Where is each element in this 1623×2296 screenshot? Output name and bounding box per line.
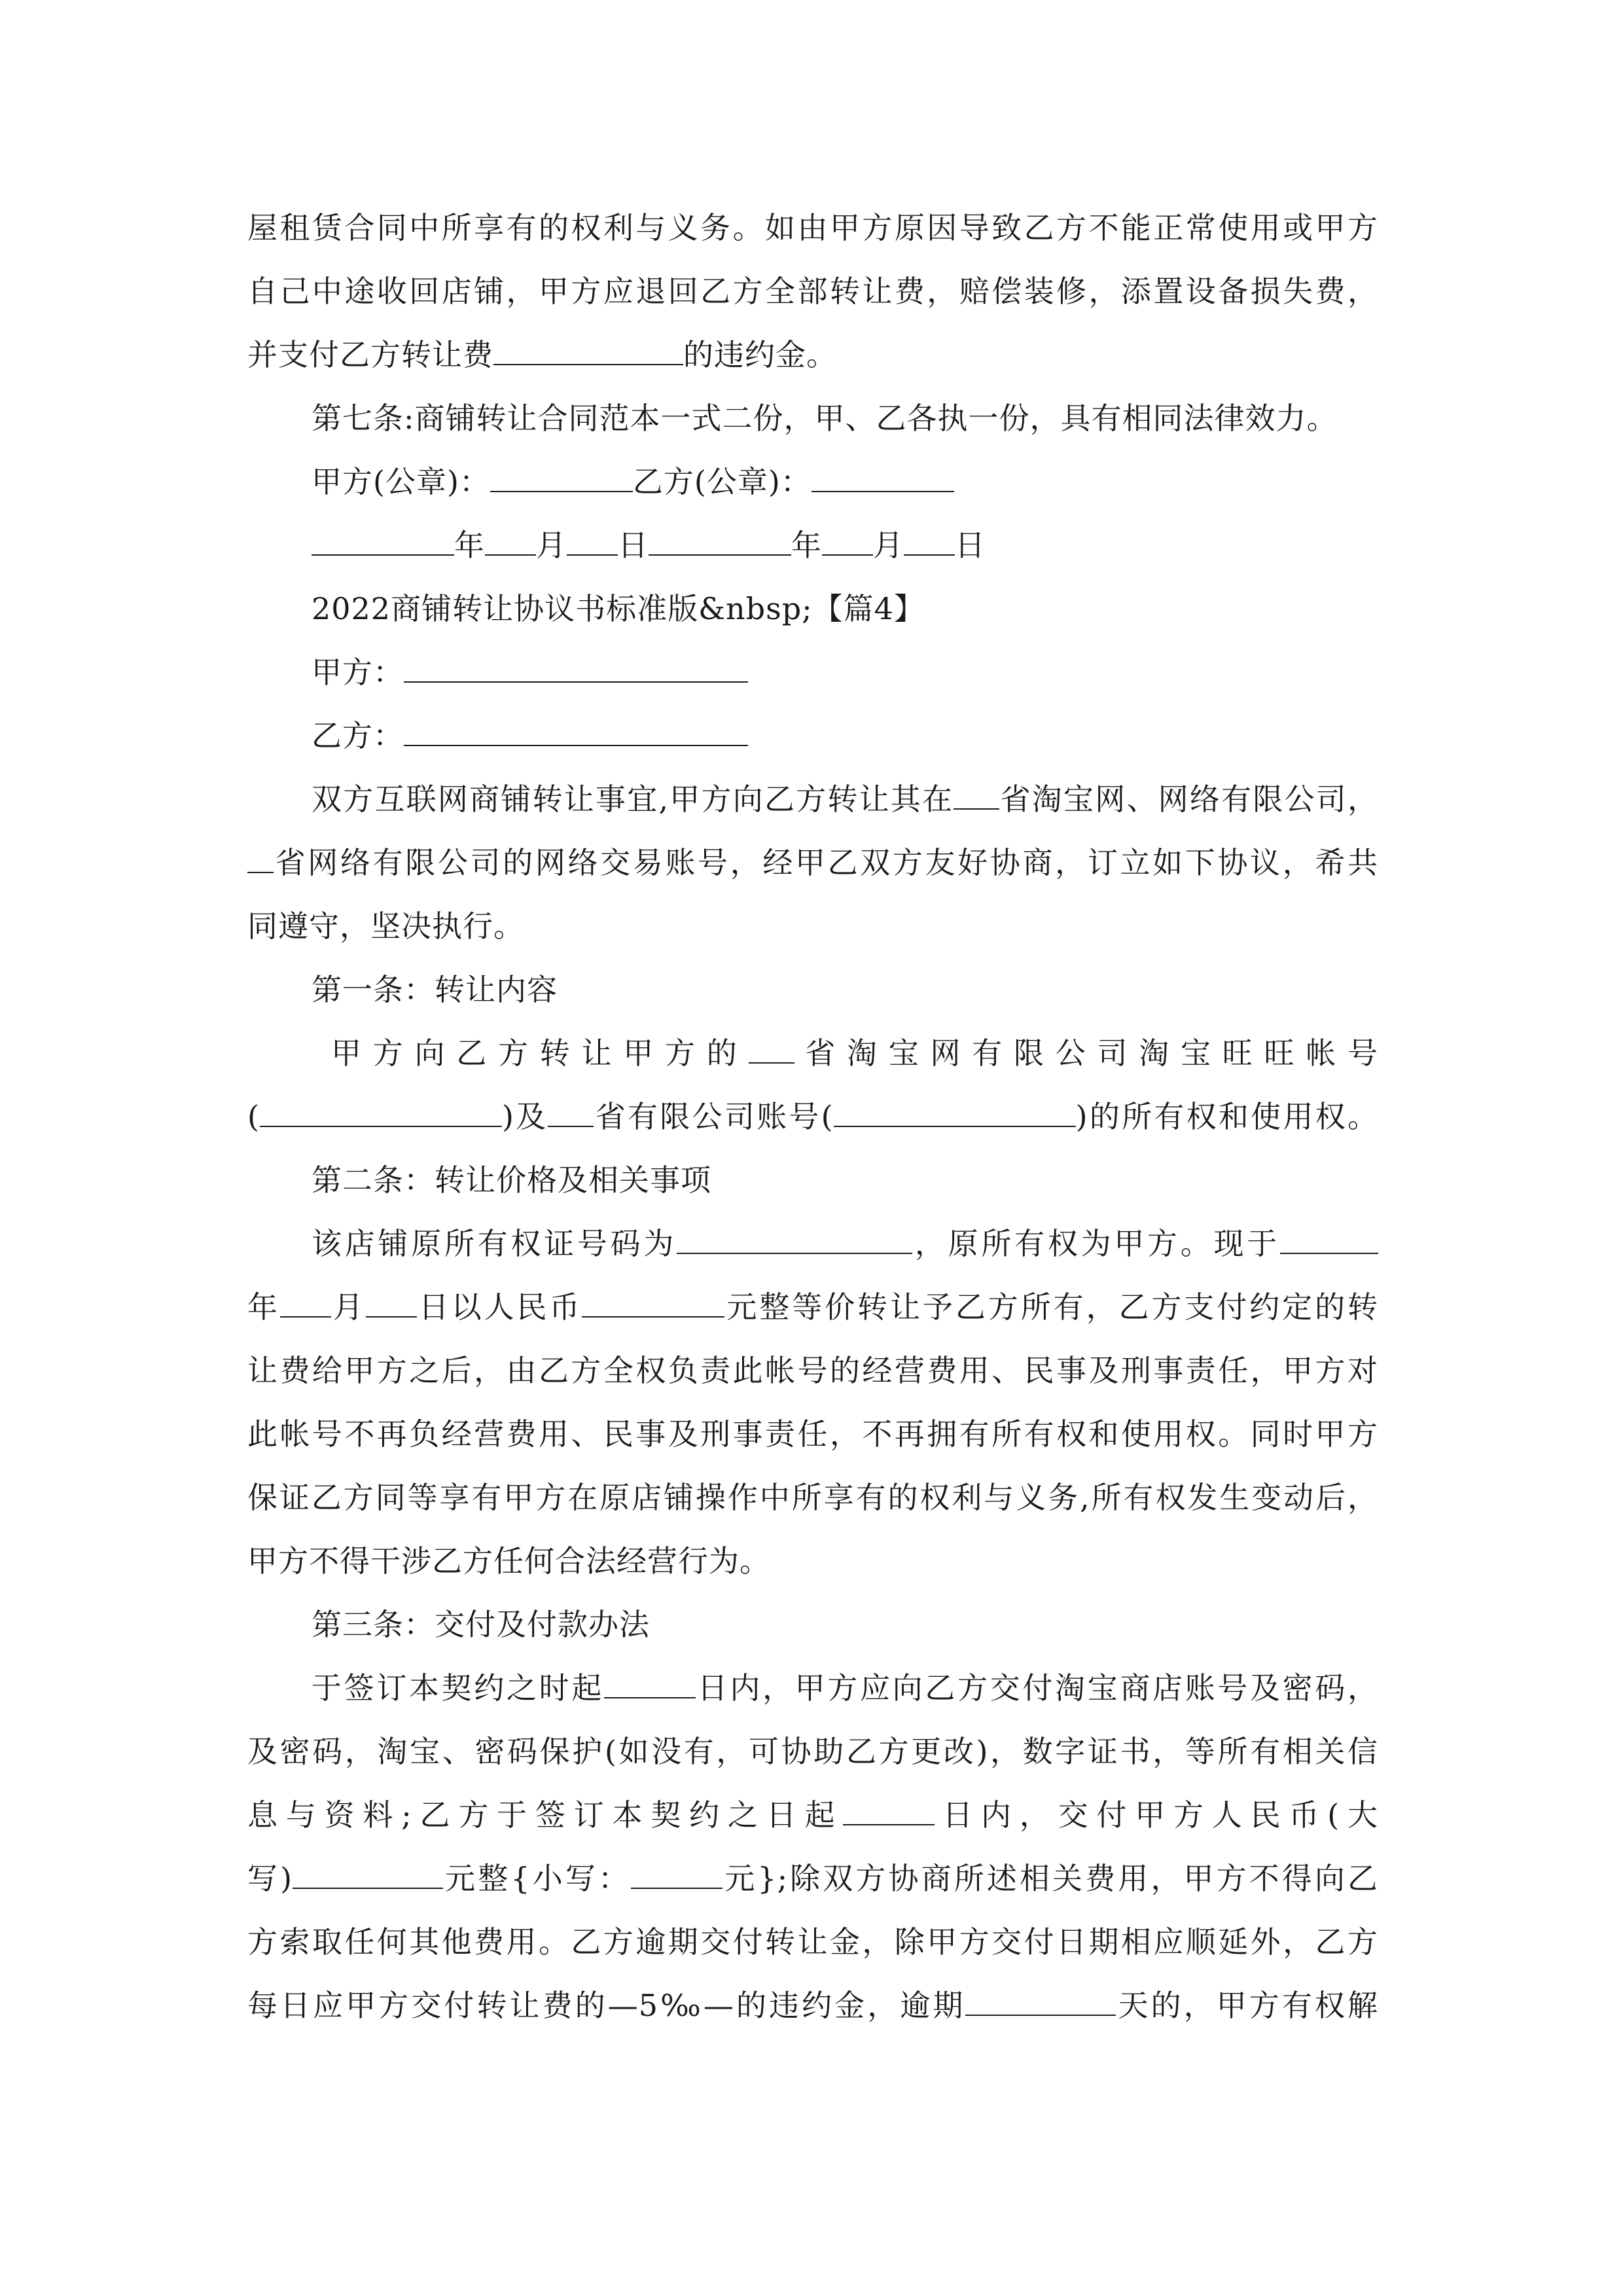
fill-blank [822, 526, 873, 556]
fill-blank [843, 1795, 935, 1825]
article-heading: 第七条:商铺转让合同范本一式二份，甲、乙各执一份，具有相同法律效力。 [312, 401, 1338, 436]
paragraph-line: 该店铺原所有权证号码为 ，原所有权为甲方。现于 [312, 1224, 1378, 1263]
fill-blank [312, 526, 454, 556]
fill-blank [812, 462, 954, 492]
fill-blank [260, 1097, 502, 1127]
fill-blank [280, 1287, 331, 1318]
party-b-line: 乙方： [312, 716, 1378, 755]
fill-blank [404, 716, 748, 746]
fill-blank [493, 335, 683, 365]
paragraph-line: 息与资料;乙方于签订本契约之日起 日内，交付甲方人民币(大 [247, 1795, 1378, 1835]
fill-blank [293, 1859, 443, 1889]
paragraph-line: 并支付乙方转让费 的违约金。 [247, 335, 1378, 374]
fill-blank [834, 1097, 1076, 1127]
article-heading: 第三条：交付及付款办法 [312, 1607, 650, 1642]
paragraph-line: 甲方向乙方转让甲方的 省淘宝网有限公司淘宝旺旺帐号 [331, 1033, 1378, 1073]
paragraph-line: 甲方不得干涉乙方任何合法经营行为。 [247, 1543, 770, 1579]
section-title: 2022商铺转让协议书标准版&nbsp;【篇4】 [312, 591, 925, 626]
fill-blank [548, 1097, 594, 1127]
fill-blank [247, 843, 274, 873]
article-heading: 第一条：转让内容 [312, 972, 558, 1007]
party-a-line: 甲方： [312, 653, 1378, 692]
fill-blank [954, 780, 999, 810]
fill-blank [965, 1986, 1116, 2016]
paragraph-line: 屋租赁合同中所享有的权利与义务。如由甲方原因导致乙方不能正常使用或甲方 [247, 210, 1378, 245]
date-line: 年 月 日 年 月 日 [312, 526, 1378, 565]
paragraph-line: 年 月 日以人民币 元整等价转让予乙方所有，乙方支付约定的转 [247, 1287, 1378, 1327]
fill-blank [582, 1287, 724, 1318]
fill-blank [404, 653, 748, 683]
fill-blank [904, 526, 955, 556]
paragraph-line: 于签订本契约之时起 日内，甲方应向乙方交付淘宝商店账号及密码， [312, 1668, 1378, 1708]
fill-blank [485, 526, 536, 556]
fill-blank [490, 462, 633, 492]
paragraph-line: ( )及 省有限公司账号( )的所有权和使用权。 [247, 1097, 1378, 1136]
fill-blank [604, 1668, 696, 1698]
paragraph-line: 双方互联网商铺转让事宜,甲方向乙方转让其在 省淘宝网、网络有限公司， [312, 780, 1378, 819]
fill-blank [1280, 1224, 1378, 1254]
fill-blank [677, 1224, 912, 1254]
article-heading: 第二条：转让价格及相关事项 [312, 1162, 711, 1198]
paragraph-line: 同遵守，坚决执行。 [247, 908, 524, 944]
paragraph-line: 及密码，淘宝、密码保护(如没有，可协助乙方更改)，数字证书，等所有相关信 [247, 1734, 1378, 1769]
paragraph-line: 自己中途收回店铺，甲方应退回乙方全部转让费，赔偿装修，添置设备损失费， [247, 274, 1378, 309]
fill-blank [649, 526, 791, 556]
paragraph-line: 写) 元整{小写： 元};除双方协商所述相关费用，甲方不得向乙 [247, 1859, 1378, 1898]
paragraph-line: 每日应甲方交付转让费的—5‰—的违约金，逾期 天的，甲方有权解 [247, 1986, 1378, 2025]
paragraph-line: 省网络有限公司的网络交易账号，经甲乙双方友好协商，订立如下协议，希共 [247, 843, 1378, 882]
paragraph-line: 此帐号不再负经营费用、民事及刑事责任，不再拥有所有权和使用权。同时甲方 [247, 1416, 1378, 1452]
paragraph-line: 保证乙方同等享有甲方在原店铺操作中所享有的权利与义务,所有权发生变动后， [247, 1480, 1378, 1515]
paragraph-line: 方索取任何其他费用。乙方逾期交付转让金，除甲方交付日期相应顺延外，乙方 [247, 1924, 1378, 1960]
signature-line: 甲方(公章)： 乙方(公章)： [312, 462, 1378, 501]
fill-blank [366, 1287, 417, 1318]
paragraph-line: 让费给甲方之后，由乙方全权负责此帐号的经营费用、民事及刑事责任，甲方对 [247, 1353, 1378, 1388]
fill-blank [749, 1033, 794, 1064]
fill-blank [631, 1859, 722, 1889]
fill-blank [567, 526, 618, 556]
